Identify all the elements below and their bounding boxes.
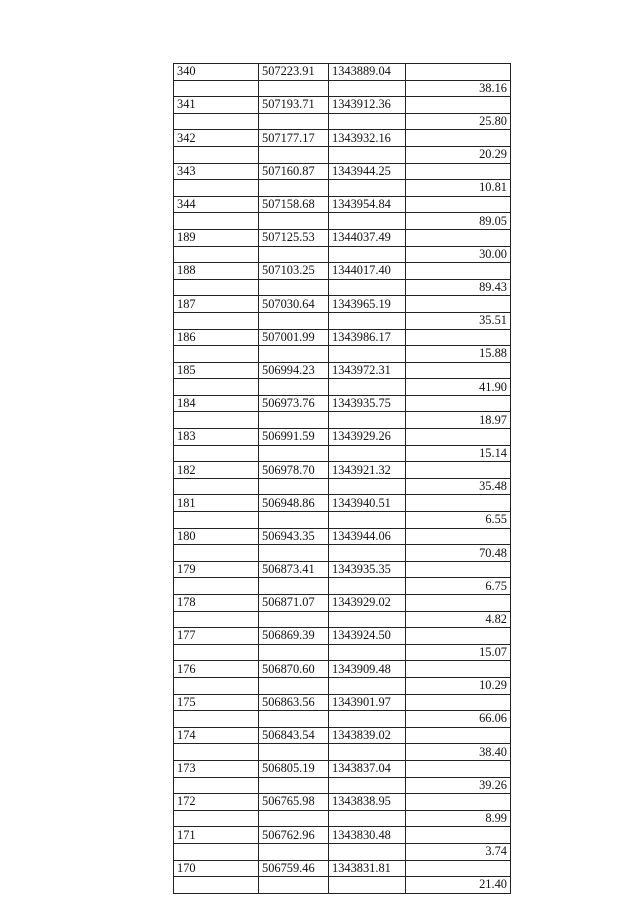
y-coordinate-cell	[329, 810, 406, 827]
x-coordinate-cell: 507125.53	[259, 229, 329, 246]
x-coordinate-cell	[259, 644, 329, 661]
point-number-cell	[174, 744, 259, 761]
y-coordinate-cell: 1343929.02	[329, 595, 406, 612]
point-number-cell	[174, 80, 259, 97]
y-coordinate-cell	[329, 644, 406, 661]
point-number-cell	[174, 877, 259, 894]
distance-cell	[406, 229, 511, 246]
point-number-cell	[174, 843, 259, 860]
point-number-cell: 340	[174, 64, 259, 81]
y-coordinate-cell: 1343935.75	[329, 395, 406, 412]
distance-row	[174, 146, 511, 163]
point-number-cell	[174, 180, 259, 197]
point-number-cell	[174, 312, 259, 329]
x-coordinate-cell	[259, 80, 329, 97]
x-coordinate-cell: 506759.46	[259, 860, 329, 877]
distance-row	[174, 478, 511, 495]
point-row	[174, 528, 511, 545]
point-number-cell	[174, 445, 259, 462]
document-page	[173, 63, 511, 894]
x-coordinate-cell	[259, 246, 329, 263]
coordinate-table	[173, 63, 511, 894]
y-coordinate-cell	[329, 677, 406, 694]
point-row	[174, 495, 511, 512]
point-number-cell: 181	[174, 495, 259, 512]
x-coordinate-cell	[259, 512, 329, 529]
distance-row	[174, 611, 511, 628]
y-coordinate-cell: 1343889.04	[329, 64, 406, 81]
x-coordinate-cell	[259, 146, 329, 163]
point-number-cell: 173	[174, 760, 259, 777]
x-coordinate-cell	[259, 412, 329, 429]
distance-cell: 15.88	[406, 346, 511, 363]
point-row	[174, 64, 511, 81]
distance-cell: 66.06	[406, 711, 511, 728]
x-coordinate-cell	[259, 445, 329, 462]
y-coordinate-cell	[329, 445, 406, 462]
distance-row	[174, 80, 511, 97]
x-coordinate-cell: 506973.76	[259, 395, 329, 412]
distance-row	[174, 777, 511, 794]
y-coordinate-cell: 1343972.31	[329, 362, 406, 379]
point-number-cell: 184	[174, 395, 259, 412]
point-number-cell: 182	[174, 462, 259, 479]
point-number-cell: 172	[174, 794, 259, 811]
distance-row	[174, 677, 511, 694]
point-row	[174, 163, 511, 180]
x-coordinate-cell: 506870.60	[259, 661, 329, 678]
point-row	[174, 395, 511, 412]
x-coordinate-cell: 506762.96	[259, 827, 329, 844]
distance-cell	[406, 794, 511, 811]
distance-row	[174, 545, 511, 562]
point-number-cell: 187	[174, 296, 259, 313]
y-coordinate-cell: 1343912.36	[329, 97, 406, 114]
x-coordinate-cell: 506991.59	[259, 429, 329, 446]
x-coordinate-cell	[259, 777, 329, 794]
y-coordinate-cell	[329, 180, 406, 197]
y-coordinate-cell: 1343932.16	[329, 130, 406, 147]
point-row	[174, 462, 511, 479]
distance-cell	[406, 561, 511, 578]
y-coordinate-cell	[329, 346, 406, 363]
distance-cell: 21.40	[406, 877, 511, 894]
y-coordinate-cell: 1344037.49	[329, 229, 406, 246]
x-coordinate-cell	[259, 379, 329, 396]
point-row	[174, 130, 511, 147]
point-row	[174, 760, 511, 777]
point-number-cell	[174, 478, 259, 495]
x-coordinate-cell: 506843.54	[259, 727, 329, 744]
y-coordinate-cell	[329, 843, 406, 860]
distance-cell	[406, 628, 511, 645]
distance-cell: 15.14	[406, 445, 511, 462]
distance-cell: 38.16	[406, 80, 511, 97]
point-number-cell	[174, 146, 259, 163]
distance-cell: 4.82	[406, 611, 511, 628]
y-coordinate-cell: 1343921.32	[329, 462, 406, 479]
distance-cell: 35.51	[406, 312, 511, 329]
y-coordinate-cell	[329, 711, 406, 728]
distance-cell	[406, 362, 511, 379]
distance-row	[174, 644, 511, 661]
distance-row	[174, 810, 511, 827]
distance-cell: 6.75	[406, 578, 511, 595]
point-number-cell	[174, 578, 259, 595]
point-number-cell	[174, 346, 259, 363]
point-row	[174, 628, 511, 645]
point-number-cell: 342	[174, 130, 259, 147]
coordinate-table-body	[174, 64, 511, 894]
distance-cell: 6.55	[406, 512, 511, 529]
point-row	[174, 362, 511, 379]
distance-cell: 3.74	[406, 843, 511, 860]
point-row	[174, 97, 511, 114]
y-coordinate-cell	[329, 777, 406, 794]
y-coordinate-cell	[329, 478, 406, 495]
point-row	[174, 727, 511, 744]
point-number-cell: 177	[174, 628, 259, 645]
y-coordinate-cell: 1343909.48	[329, 661, 406, 678]
x-coordinate-cell: 507193.71	[259, 97, 329, 114]
x-coordinate-cell: 507177.17	[259, 130, 329, 147]
y-coordinate-cell	[329, 146, 406, 163]
point-number-cell	[174, 213, 259, 230]
x-coordinate-cell	[259, 877, 329, 894]
x-coordinate-cell: 506805.19	[259, 760, 329, 777]
point-number-cell	[174, 279, 259, 296]
y-coordinate-cell	[329, 379, 406, 396]
distance-row	[174, 379, 511, 396]
x-coordinate-cell	[259, 611, 329, 628]
y-coordinate-cell: 1343986.17	[329, 329, 406, 346]
point-number-cell	[174, 412, 259, 429]
y-coordinate-cell	[329, 545, 406, 562]
x-coordinate-cell: 507001.99	[259, 329, 329, 346]
distance-row	[174, 512, 511, 529]
distance-row	[174, 412, 511, 429]
x-coordinate-cell: 507223.91	[259, 64, 329, 81]
point-number-cell	[174, 644, 259, 661]
x-coordinate-cell	[259, 843, 329, 860]
distance-cell	[406, 163, 511, 180]
distance-cell: 10.81	[406, 180, 511, 197]
point-number-cell: 186	[174, 329, 259, 346]
y-coordinate-cell: 1343831.81	[329, 860, 406, 877]
x-coordinate-cell: 507103.25	[259, 263, 329, 280]
y-coordinate-cell	[329, 80, 406, 97]
x-coordinate-cell	[259, 478, 329, 495]
point-number-cell	[174, 611, 259, 628]
distance-row	[174, 578, 511, 595]
point-row	[174, 595, 511, 612]
distance-cell	[406, 196, 511, 213]
point-row	[174, 860, 511, 877]
point-number-cell	[174, 512, 259, 529]
x-coordinate-cell: 507030.64	[259, 296, 329, 313]
distance-cell	[406, 429, 511, 446]
distance-cell: 39.26	[406, 777, 511, 794]
point-row	[174, 263, 511, 280]
y-coordinate-cell: 1343944.06	[329, 528, 406, 545]
x-coordinate-cell	[259, 711, 329, 728]
distance-row	[174, 180, 511, 197]
point-number-cell: 344	[174, 196, 259, 213]
y-coordinate-cell: 1343935.35	[329, 561, 406, 578]
y-coordinate-cell: 1343830.48	[329, 827, 406, 844]
distance-row	[174, 877, 511, 894]
x-coordinate-cell	[259, 113, 329, 130]
y-coordinate-cell: 1343929.26	[329, 429, 406, 446]
distance-cell	[406, 727, 511, 744]
distance-cell: 41.90	[406, 379, 511, 396]
x-coordinate-cell: 506765.98	[259, 794, 329, 811]
point-number-cell: 180	[174, 528, 259, 545]
y-coordinate-cell: 1343901.97	[329, 694, 406, 711]
x-coordinate-cell	[259, 279, 329, 296]
point-row	[174, 296, 511, 313]
y-coordinate-cell: 1343944.25	[329, 163, 406, 180]
distance-cell	[406, 296, 511, 313]
point-number-cell: 176	[174, 661, 259, 678]
x-coordinate-cell: 506871.07	[259, 595, 329, 612]
distance-row	[174, 711, 511, 728]
distance-cell: 15.07	[406, 644, 511, 661]
point-number-cell: 174	[174, 727, 259, 744]
distance-cell: 18.97	[406, 412, 511, 429]
point-number-cell	[174, 545, 259, 562]
point-number-cell: 170	[174, 860, 259, 877]
distance-cell	[406, 263, 511, 280]
point-number-cell: 175	[174, 694, 259, 711]
distance-row	[174, 279, 511, 296]
distance-row	[174, 843, 511, 860]
y-coordinate-cell: 1344017.40	[329, 263, 406, 280]
distance-cell: 70.48	[406, 545, 511, 562]
distance-cell	[406, 97, 511, 114]
y-coordinate-cell	[329, 578, 406, 595]
distance-cell: 89.43	[406, 279, 511, 296]
point-number-cell: 178	[174, 595, 259, 612]
y-coordinate-cell: 1343940.51	[329, 495, 406, 512]
point-row	[174, 794, 511, 811]
point-row	[174, 329, 511, 346]
distance-cell	[406, 329, 511, 346]
y-coordinate-cell: 1343839.02	[329, 727, 406, 744]
x-coordinate-cell: 506869.39	[259, 628, 329, 645]
point-number-cell	[174, 777, 259, 794]
point-number-cell: 189	[174, 229, 259, 246]
y-coordinate-cell	[329, 744, 406, 761]
x-coordinate-cell: 507160.87	[259, 163, 329, 180]
x-coordinate-cell	[259, 744, 329, 761]
point-number-cell: 171	[174, 827, 259, 844]
distance-row	[174, 445, 511, 462]
distance-cell	[406, 595, 511, 612]
distance-cell	[406, 395, 511, 412]
point-number-cell	[174, 677, 259, 694]
distance-cell	[406, 661, 511, 678]
point-row	[174, 561, 511, 578]
distance-cell: 35.48	[406, 478, 511, 495]
point-number-cell	[174, 113, 259, 130]
x-coordinate-cell: 506948.86	[259, 495, 329, 512]
distance-cell	[406, 462, 511, 479]
y-coordinate-cell	[329, 279, 406, 296]
distance-row	[174, 113, 511, 130]
distance-cell	[406, 827, 511, 844]
x-coordinate-cell	[259, 213, 329, 230]
x-coordinate-cell	[259, 180, 329, 197]
distance-cell	[406, 495, 511, 512]
y-coordinate-cell	[329, 877, 406, 894]
point-row	[174, 196, 511, 213]
y-coordinate-cell: 1343837.04	[329, 760, 406, 777]
x-coordinate-cell	[259, 346, 329, 363]
distance-cell	[406, 694, 511, 711]
y-coordinate-cell: 1343954.84	[329, 196, 406, 213]
x-coordinate-cell: 506978.70	[259, 462, 329, 479]
x-coordinate-cell	[259, 545, 329, 562]
point-row	[174, 661, 511, 678]
point-number-cell	[174, 810, 259, 827]
y-coordinate-cell	[329, 611, 406, 628]
y-coordinate-cell	[329, 213, 406, 230]
y-coordinate-cell: 1343924.50	[329, 628, 406, 645]
x-coordinate-cell: 506994.23	[259, 362, 329, 379]
distance-row	[174, 213, 511, 230]
distance-row	[174, 246, 511, 263]
distance-row	[174, 312, 511, 329]
x-coordinate-cell	[259, 677, 329, 694]
x-coordinate-cell	[259, 810, 329, 827]
point-number-cell: 183	[174, 429, 259, 446]
distance-cell	[406, 64, 511, 81]
distance-cell	[406, 130, 511, 147]
x-coordinate-cell: 506943.35	[259, 528, 329, 545]
point-number-cell: 185	[174, 362, 259, 379]
distance-row	[174, 744, 511, 761]
point-number-cell: 188	[174, 263, 259, 280]
distance-cell	[406, 528, 511, 545]
y-coordinate-cell	[329, 412, 406, 429]
point-number-cell	[174, 711, 259, 728]
point-number-cell	[174, 246, 259, 263]
y-coordinate-cell: 1343838.95	[329, 794, 406, 811]
distance-cell: 10.29	[406, 677, 511, 694]
distance-cell: 30.00	[406, 246, 511, 263]
distance-cell	[406, 760, 511, 777]
y-coordinate-cell	[329, 246, 406, 263]
y-coordinate-cell	[329, 312, 406, 329]
point-row	[174, 229, 511, 246]
distance-cell: 20.29	[406, 146, 511, 163]
distance-cell: 25.80	[406, 113, 511, 130]
x-coordinate-cell: 507158.68	[259, 196, 329, 213]
distance-cell	[406, 860, 511, 877]
point-number-cell: 341	[174, 97, 259, 114]
y-coordinate-cell	[329, 113, 406, 130]
y-coordinate-cell	[329, 512, 406, 529]
point-row	[174, 694, 511, 711]
distance-row	[174, 346, 511, 363]
distance-cell: 38.40	[406, 744, 511, 761]
y-coordinate-cell: 1343965.19	[329, 296, 406, 313]
x-coordinate-cell	[259, 578, 329, 595]
point-number-cell: 343	[174, 163, 259, 180]
point-number-cell: 179	[174, 561, 259, 578]
distance-cell: 8.99	[406, 810, 511, 827]
point-number-cell	[174, 379, 259, 396]
point-row	[174, 827, 511, 844]
point-row	[174, 429, 511, 446]
x-coordinate-cell: 506873.41	[259, 561, 329, 578]
x-coordinate-cell	[259, 312, 329, 329]
distance-cell: 89.05	[406, 213, 511, 230]
x-coordinate-cell: 506863.56	[259, 694, 329, 711]
